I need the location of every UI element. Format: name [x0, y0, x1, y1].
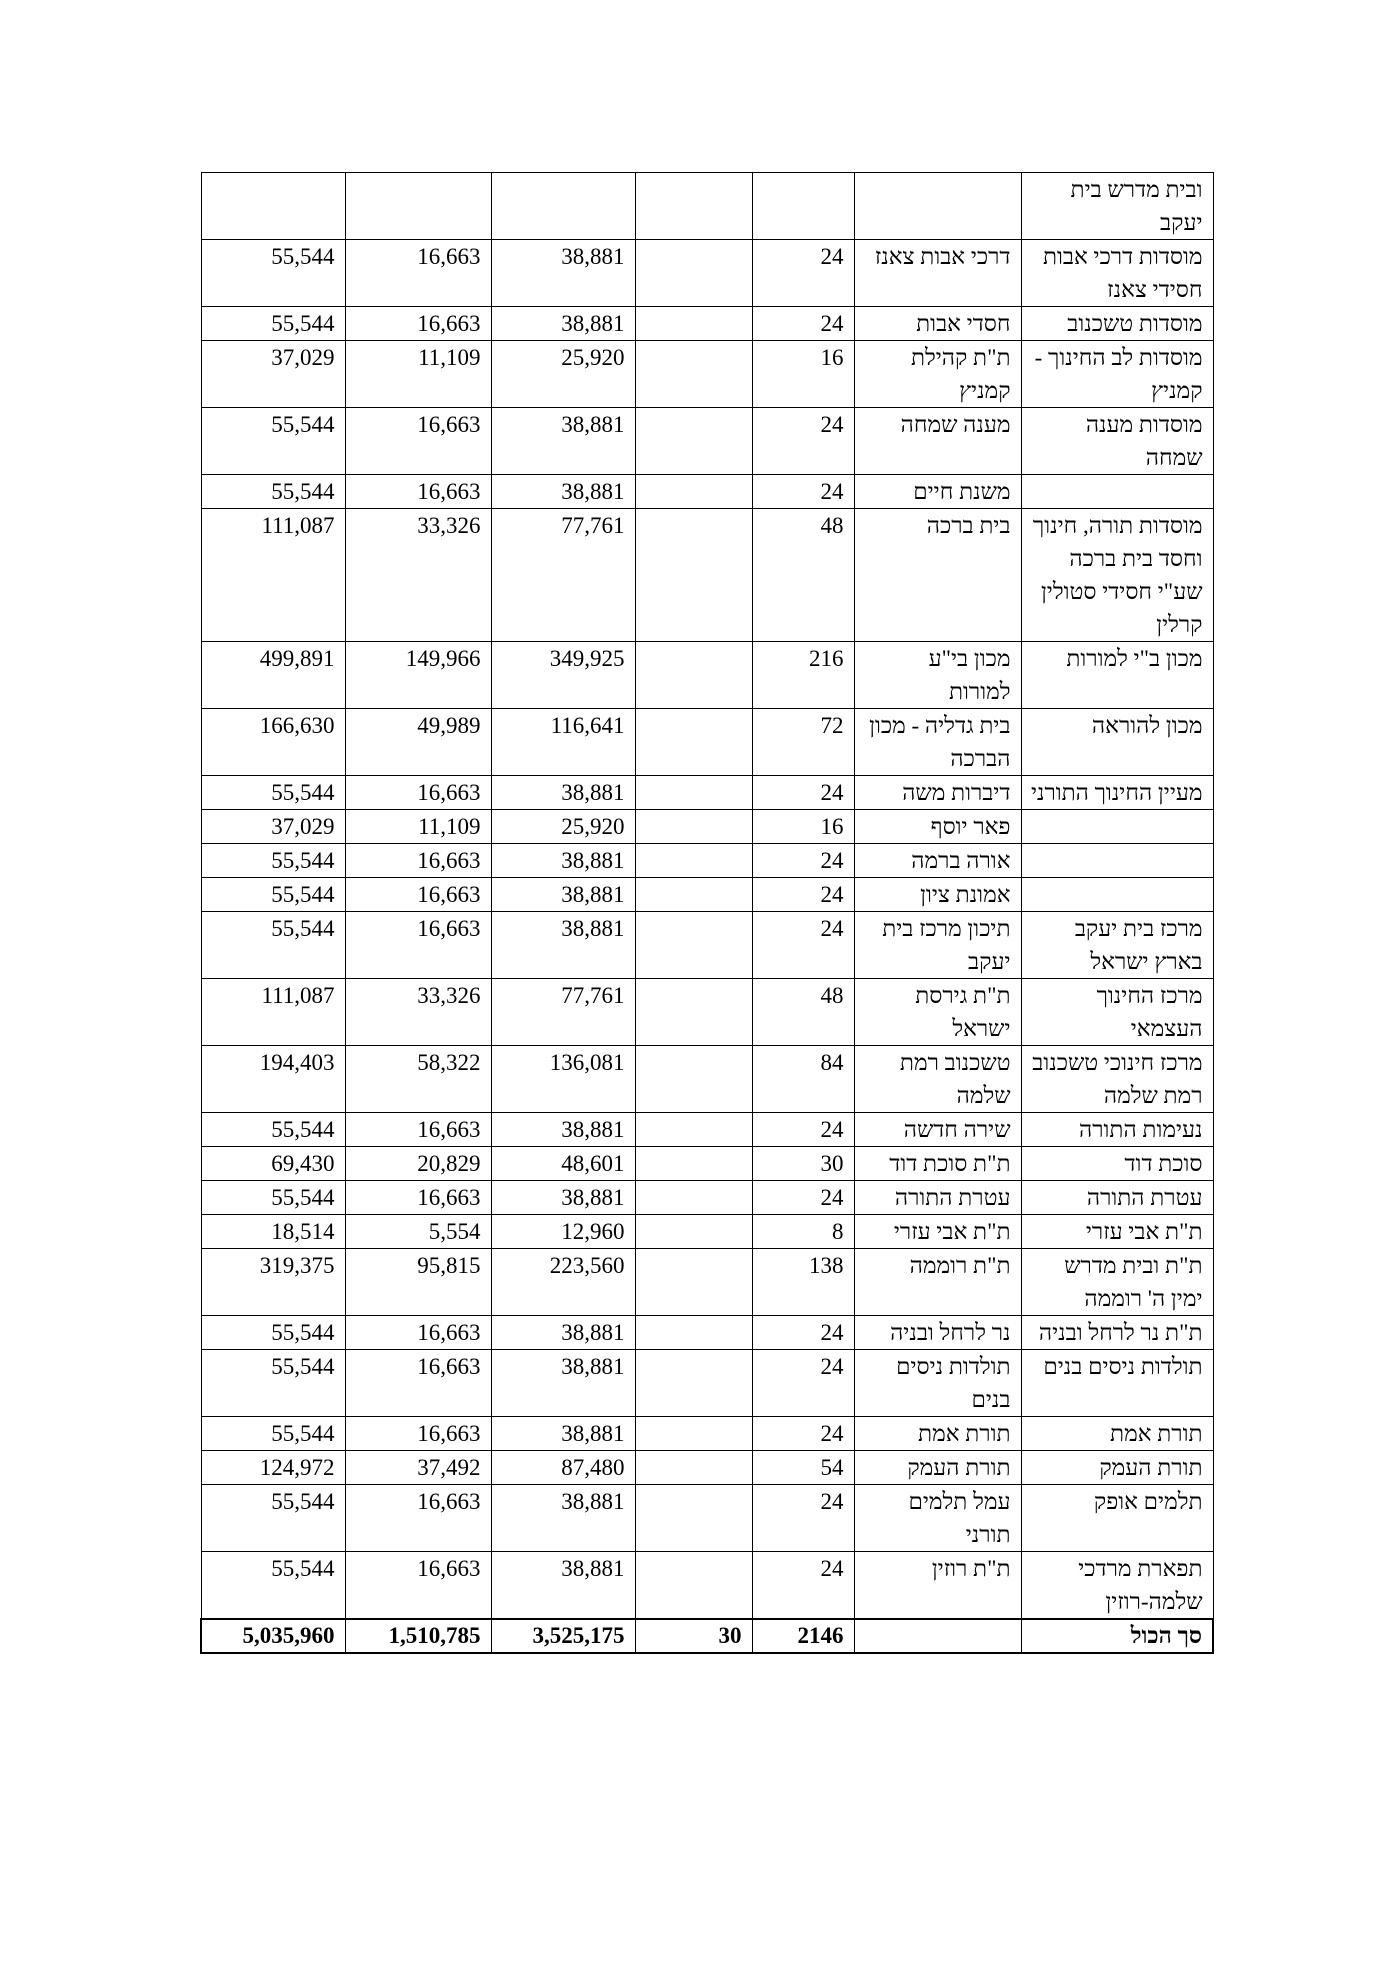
total-amount-cell: 69,430 — [201, 1147, 345, 1181]
extra-count-cell — [635, 509, 752, 642]
school-name-cell: ת"ת רוממה — [854, 1249, 1021, 1316]
second-amount-cell: 16,663 — [345, 307, 491, 341]
total-amount-cell: 55,544 — [201, 1113, 345, 1147]
second-amount-cell: 16,663 — [345, 1417, 491, 1451]
extra-count-cell — [635, 307, 752, 341]
first-amount-cell: 87,480 — [491, 1451, 635, 1485]
second-amount-cell: 16,663 — [345, 912, 491, 979]
school-name-cell: בית ברכה — [854, 509, 1021, 642]
total-amount-cell: 55,544 — [201, 1485, 345, 1552]
extra-count-cell — [635, 1451, 752, 1485]
total-amount-cell: 319,375 — [201, 1249, 345, 1316]
first-amount-cell: 38,881 — [491, 878, 635, 912]
first-amount-cell: 136,081 — [491, 1046, 635, 1113]
school-name-cell: אורה ברמה — [854, 844, 1021, 878]
institution-name-cell: תולדות ניסים בנים — [1021, 1350, 1213, 1417]
institution-name-cell: מכון להוראה — [1021, 709, 1213, 776]
count-cell: 216 — [752, 642, 854, 709]
second-amount-cell: 33,326 — [345, 509, 491, 642]
second-amount-cell: 16,663 — [345, 1552, 491, 1620]
extra-count-cell — [635, 844, 752, 878]
total-amount-cell: 55,544 — [201, 408, 345, 475]
count-cell: 24 — [752, 1113, 854, 1147]
count-cell: 48 — [752, 509, 854, 642]
school-name-cell: ת"ת סוכת דוד — [854, 1147, 1021, 1181]
second-amount-cell: 149,966 — [345, 642, 491, 709]
table-row — [201, 1046, 1213, 1113]
extra-count-cell — [635, 1249, 752, 1316]
first-amount-cell: 48,601 — [491, 1147, 635, 1181]
institution-name-cell: ובית מדרש בית יעקב — [1021, 173, 1213, 240]
total-amount-cell: 55,544 — [201, 1316, 345, 1350]
school-name-cell: עטרת התורה — [854, 1181, 1021, 1215]
school-name-cell — [854, 173, 1021, 240]
institution-name-cell: ת"ת אבי עזרי — [1021, 1215, 1213, 1249]
institution-name-cell: עטרת התורה — [1021, 1181, 1213, 1215]
table-row — [201, 1316, 1213, 1350]
table-row — [201, 642, 1213, 709]
count-cell: 24 — [752, 1552, 854, 1620]
table-row — [201, 979, 1213, 1046]
total-amount-cell: 55,544 — [201, 1552, 345, 1620]
count-cell: 24 — [752, 912, 854, 979]
total-amount-cell: 55,544 — [201, 475, 345, 509]
school-name-cell: ת"ת רוזין — [854, 1552, 1021, 1620]
table-body — [201, 173, 1213, 1654]
total-amount-cell: 37,029 — [201, 810, 345, 844]
total-institution-name-cell: סך הכול — [1021, 1619, 1213, 1653]
institution-name-cell: תורת אמת — [1021, 1417, 1213, 1451]
count-cell: 24 — [752, 1485, 854, 1552]
institution-name-cell: מוסדות מענה שמחה — [1021, 408, 1213, 475]
budget-table — [200, 172, 1214, 1654]
table-row — [201, 1147, 1213, 1181]
second-amount-cell: 5,554 — [345, 1215, 491, 1249]
extra-count-cell — [635, 878, 752, 912]
first-amount-cell: 38,881 — [491, 1485, 635, 1552]
second-amount-cell: 20,829 — [345, 1147, 491, 1181]
table-row — [201, 1113, 1213, 1147]
total-amount-cell: 55,544 — [201, 307, 345, 341]
first-amount-cell: 38,881 — [491, 776, 635, 810]
institution-name-cell: מוסדות לב החינוך - קמניץ — [1021, 341, 1213, 408]
extra-count-cell — [635, 1113, 752, 1147]
count-cell: 24 — [752, 408, 854, 475]
count-cell: 24 — [752, 1417, 854, 1451]
school-name-cell: עמל תלמים תורני — [854, 1485, 1021, 1552]
extra-count-cell — [635, 642, 752, 709]
count-cell: 24 — [752, 1350, 854, 1417]
first-amount-cell: 38,881 — [491, 1552, 635, 1620]
table-row — [201, 709, 1213, 776]
second-amount-cell: 49,989 — [345, 709, 491, 776]
first-amount-cell: 77,761 — [491, 979, 635, 1046]
total-amount-cell: 55,544 — [201, 240, 345, 307]
table-row — [201, 475, 1213, 509]
second-amount-cell: 16,663 — [345, 1316, 491, 1350]
extra-count-cell — [635, 1046, 752, 1113]
institution-name-cell: ת"ת נר לרחל ובניה — [1021, 1316, 1213, 1350]
count-cell: 72 — [752, 709, 854, 776]
school-name-cell: תורת העמק — [854, 1451, 1021, 1485]
school-name-cell: נר לרחל ובניה — [854, 1316, 1021, 1350]
first-amount-cell: 38,881 — [491, 1181, 635, 1215]
table-row — [201, 1350, 1213, 1417]
first-amount-cell: 38,881 — [491, 1113, 635, 1147]
table-row — [201, 1215, 1213, 1249]
total-row — [201, 1619, 1213, 1653]
institution-name-cell: מעיין החינוך התורני — [1021, 776, 1213, 810]
extra-count-cell — [635, 709, 752, 776]
extra-count-cell — [635, 1316, 752, 1350]
count-cell: 24 — [752, 878, 854, 912]
total-school-name-cell — [854, 1619, 1021, 1653]
count-cell: 24 — [752, 776, 854, 810]
count-cell: 24 — [752, 240, 854, 307]
total-amount-cell: 111,087 — [201, 509, 345, 642]
table-row — [201, 509, 1213, 642]
institution-name-cell — [1021, 844, 1213, 878]
school-name-cell: טשכנוב רמת שלמה — [854, 1046, 1021, 1113]
extra-count-cell — [635, 776, 752, 810]
count-cell: 84 — [752, 1046, 854, 1113]
extra-count-cell — [635, 475, 752, 509]
extra-count-cell — [635, 1350, 752, 1417]
total-extra-count-cell: 30 — [635, 1619, 752, 1653]
first-amount-cell: 38,881 — [491, 1316, 635, 1350]
table-row — [201, 1417, 1213, 1451]
table-row — [201, 173, 1213, 240]
institution-name-cell — [1021, 878, 1213, 912]
extra-count-cell — [635, 408, 752, 475]
first-amount-cell: 38,881 — [491, 1417, 635, 1451]
school-name-cell: דיברות משה — [854, 776, 1021, 810]
second-amount-cell: 16,663 — [345, 1485, 491, 1552]
table-row — [201, 810, 1213, 844]
second-amount-cell: 16,663 — [345, 844, 491, 878]
first-amount-cell: 38,881 — [491, 240, 635, 307]
count-cell: 8 — [752, 1215, 854, 1249]
total-amount-cell: 37,029 — [201, 341, 345, 408]
extra-count-cell — [635, 912, 752, 979]
first-amount-cell: 38,881 — [491, 408, 635, 475]
institution-name-cell: נעימות התורה — [1021, 1113, 1213, 1147]
second-amount-cell — [345, 173, 491, 240]
extra-count-cell — [635, 1417, 752, 1451]
first-amount-cell: 25,920 — [491, 341, 635, 408]
institution-name-cell: תלמים אופק — [1021, 1485, 1213, 1552]
extra-count-cell — [635, 1552, 752, 1620]
school-name-cell: אמונת ציון — [854, 878, 1021, 912]
table-row — [201, 878, 1213, 912]
table-row — [201, 912, 1213, 979]
table-row — [201, 240, 1213, 307]
school-name-cell: ת"ת קהילת קמניץ — [854, 341, 1021, 408]
institution-name-cell: מרכז החינוך העצמאי — [1021, 979, 1213, 1046]
first-amount-cell: 38,881 — [491, 844, 635, 878]
total-amount-cell: 111,087 — [201, 979, 345, 1046]
table-row — [201, 844, 1213, 878]
total-amount-cell: 55,544 — [201, 1350, 345, 1417]
table-row — [201, 1249, 1213, 1316]
first-amount-cell — [491, 173, 635, 240]
extra-count-cell — [635, 810, 752, 844]
institution-name-cell: מוסדות תורה, חינוך וחסד בית ברכה שע"י חסידי סטולין קרלין — [1021, 509, 1213, 642]
school-name-cell: מכון בי"ע למורות — [854, 642, 1021, 709]
total-count-cell: 2146 — [752, 1619, 854, 1653]
total-amount-cell: 55,544 — [201, 776, 345, 810]
extra-count-cell — [635, 1147, 752, 1181]
total-amount-cell: 18,514 — [201, 1215, 345, 1249]
table-row — [201, 307, 1213, 341]
second-amount-cell: 58,322 — [345, 1046, 491, 1113]
total-amount-cell: 55,544 — [201, 1181, 345, 1215]
school-name-cell: חסדי אבות — [854, 307, 1021, 341]
count-cell: 24 — [752, 844, 854, 878]
first-amount-cell: 38,881 — [491, 307, 635, 341]
count-cell: 24 — [752, 307, 854, 341]
institution-name-cell — [1021, 475, 1213, 509]
extra-count-cell — [635, 1485, 752, 1552]
first-amount-cell: 38,881 — [491, 475, 635, 509]
total-amount-cell: 194,403 — [201, 1046, 345, 1113]
first-amount-cell: 12,960 — [491, 1215, 635, 1249]
table-row — [201, 1552, 1213, 1620]
first-amount-cell: 349,925 — [491, 642, 635, 709]
second-amount-cell: 11,109 — [345, 341, 491, 408]
table-row — [201, 408, 1213, 475]
second-amount-cell: 16,663 — [345, 1113, 491, 1147]
first-amount-cell: 116,641 — [491, 709, 635, 776]
total-first-amount-cell: 3,525,175 — [491, 1619, 635, 1653]
institution-name-cell: תורת העמק — [1021, 1451, 1213, 1485]
table-row — [201, 1485, 1213, 1552]
first-amount-cell: 25,920 — [491, 810, 635, 844]
total-amount-cell: 55,544 — [201, 844, 345, 878]
institution-name-cell: תפארת מרדכי שלמה-רוזין — [1021, 1552, 1213, 1620]
count-cell: 16 — [752, 341, 854, 408]
second-amount-cell: 16,663 — [345, 1350, 491, 1417]
second-amount-cell: 16,663 — [345, 776, 491, 810]
extra-count-cell — [635, 341, 752, 408]
total-amount-cell: 55,544 — [201, 912, 345, 979]
first-amount-cell: 77,761 — [491, 509, 635, 642]
table-row — [201, 776, 1213, 810]
table-row — [201, 341, 1213, 408]
institution-name-cell: מוסדות דרכי אבות חסידי צאנז — [1021, 240, 1213, 307]
table-row — [201, 1181, 1213, 1215]
school-name-cell: פאר יוסף — [854, 810, 1021, 844]
second-amount-cell: 37,492 — [345, 1451, 491, 1485]
school-name-cell: משנת חיים — [854, 475, 1021, 509]
total-amount-cell: 166,630 — [201, 709, 345, 776]
school-name-cell: ת"ת גירסת ישראל — [854, 979, 1021, 1046]
count-cell: 48 — [752, 979, 854, 1046]
school-name-cell: ת"ת אבי עזרי — [854, 1215, 1021, 1249]
total-amount-cell: 55,544 — [201, 1417, 345, 1451]
second-amount-cell: 95,815 — [345, 1249, 491, 1316]
institution-name-cell: מוסדות טשכנוב — [1021, 307, 1213, 341]
second-amount-cell: 11,109 — [345, 810, 491, 844]
extra-count-cell — [635, 979, 752, 1046]
institution-name-cell: ת"ת ובית מדרש ימין ה' רוממה — [1021, 1249, 1213, 1316]
extra-count-cell — [635, 1181, 752, 1215]
count-cell: 24 — [752, 475, 854, 509]
institution-name-cell: מרכז חינוכי טשכנוב רמת שלמה — [1021, 1046, 1213, 1113]
institution-name-cell — [1021, 810, 1213, 844]
count-cell: 54 — [752, 1451, 854, 1485]
first-amount-cell: 223,560 — [491, 1249, 635, 1316]
total-amount-cell — [201, 173, 345, 240]
first-amount-cell: 38,881 — [491, 1350, 635, 1417]
institution-name-cell: מכון ב"י למורות — [1021, 642, 1213, 709]
total-second-amount-cell: 1,510,785 — [345, 1619, 491, 1653]
extra-count-cell — [635, 1215, 752, 1249]
second-amount-cell: 16,663 — [345, 475, 491, 509]
first-amount-cell: 38,881 — [491, 912, 635, 979]
extra-count-cell — [635, 173, 752, 240]
table-row — [201, 1451, 1213, 1485]
count-cell: 24 — [752, 1316, 854, 1350]
school-name-cell: שירה חדשה — [854, 1113, 1021, 1147]
count-cell: 16 — [752, 810, 854, 844]
count-cell: 24 — [752, 1181, 854, 1215]
institution-name-cell: מרכז בית יעקב בארץ ישראל — [1021, 912, 1213, 979]
count-cell: 138 — [752, 1249, 854, 1316]
second-amount-cell: 16,663 — [345, 408, 491, 475]
school-name-cell: מענה שמחה — [854, 408, 1021, 475]
extra-count-cell — [635, 240, 752, 307]
school-name-cell: דרכי אבות צאנז — [854, 240, 1021, 307]
total-amount-cell: 124,972 — [201, 1451, 345, 1485]
total-amount-cell: 499,891 — [201, 642, 345, 709]
school-name-cell: תולדות ניסים בנים — [854, 1350, 1021, 1417]
second-amount-cell: 16,663 — [345, 240, 491, 307]
count-cell: 30 — [752, 1147, 854, 1181]
school-name-cell: תורת אמת — [854, 1417, 1021, 1451]
school-name-cell: בית גדליה - מכון הברכה — [854, 709, 1021, 776]
total-total-amount-cell: 5,035,960 — [201, 1619, 345, 1653]
count-cell — [752, 173, 854, 240]
second-amount-cell: 33,326 — [345, 979, 491, 1046]
total-amount-cell: 55,544 — [201, 878, 345, 912]
second-amount-cell: 16,663 — [345, 878, 491, 912]
second-amount-cell: 16,663 — [345, 1181, 491, 1215]
school-name-cell: תיכון מרכז בית יעקב — [854, 912, 1021, 979]
institution-name-cell: סוכת דוד — [1021, 1147, 1213, 1181]
